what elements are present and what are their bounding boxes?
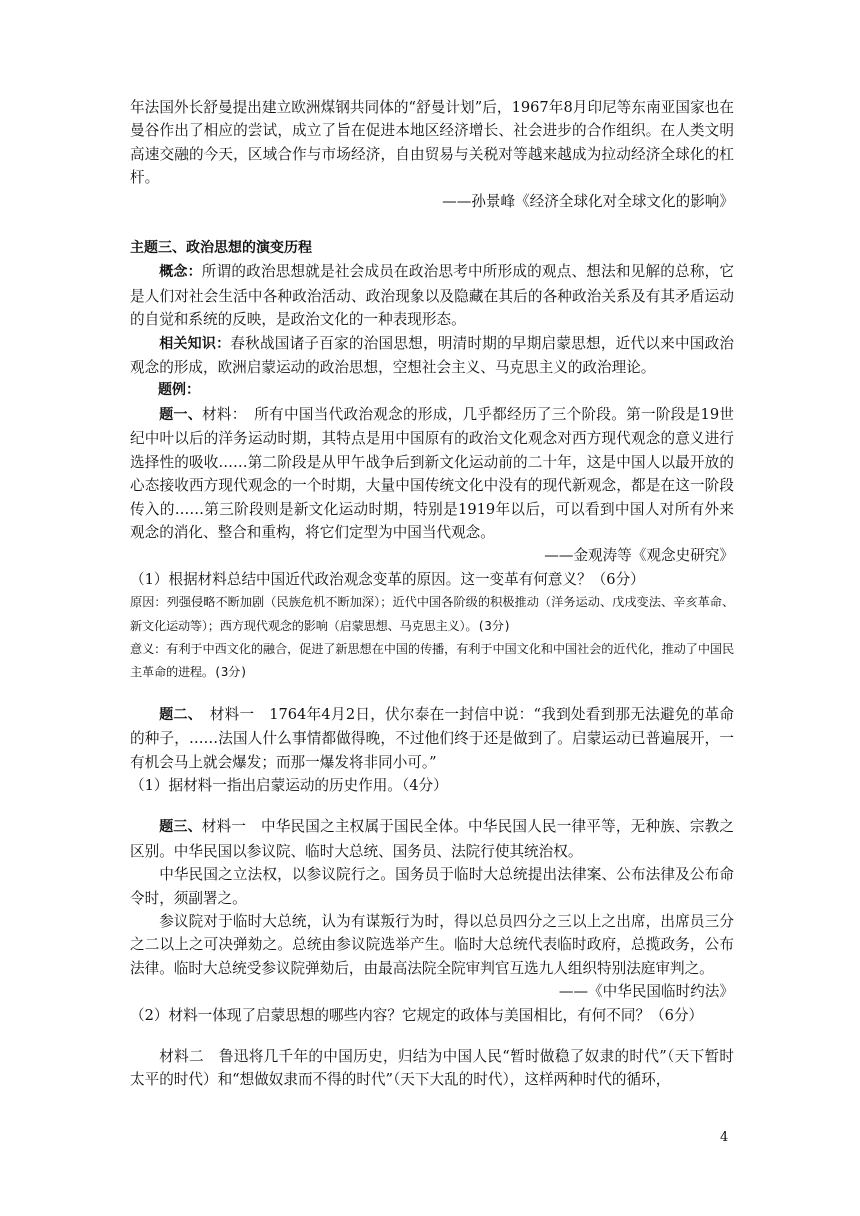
- q2-paragraph: [130, 703, 734, 774]
- examples-label: 题例：: [158, 382, 200, 399]
- concept-text: 所谓的政治思想就是社会成员在政治思考中所形成的观点、想法和见解的总称，它是人们对社会生活中各种政治活动、政治现象以及隐藏在其后的各种政治关系及有其矛盾运动的自觉和系统的反映，是政治文化的一种表现形态。: [130, 263, 734, 329]
- intro-source: ——孙景峰《经济全球化对全球文化的影响》: [442, 192, 734, 210]
- page-number: 4: [720, 1130, 729, 1145]
- document-page: [130, 96, 734, 1092]
- q3-source: ——《中华民国临时约法》: [558, 983, 734, 1001]
- knowledge-label: 相关知识：: [159, 335, 231, 352]
- q1-paragraph: [130, 403, 734, 544]
- q3-question: （2）材料一体现了启蒙思想的哪些内容？它规定的政体与美国相比，有何不同？（6分）: [130, 1006, 704, 1024]
- q1-answer-reason: 原因：列强侵略不断加剧（民族危机不断加深）；近代中国各阶级的积极推动（洋务运动、戊戌变法、辛亥革命、新文化运动等）；西方现代观念的影响（启蒙思想、马克思主义）。(3分): [130, 595, 734, 633]
- q2-text: 材料一 1764年4月2日，伏尔泰在一封信中说：“我到处看到那无法避免的革命的种子，……法国人什么事情都做得晚，不过他们终于还是做到了。启蒙运动已普遍展开，一有机会马上就会爆发；而那一爆发将非同小可。”: [130, 705, 734, 771]
- theme3-heading: 主题三、政治思想的演变历程: [130, 240, 312, 257]
- q1-source: ——金观涛等《观念史研究》: [544, 547, 734, 565]
- q3-paragraph: [130, 815, 734, 863]
- q3-material-2: 材料二 鲁迅将几千年的中国历史，归结为中国人民“暂时做稳了奴隶的时代”（天下暂时太平的时代）和“想做奴隶而不得的时代”（天下大乱的时代），这样两种时代的循环，: [130, 1048, 734, 1089]
- q3-label: 题三、: [159, 819, 202, 836]
- q3-paragraph-2: 中华民国之立法权，以参议院行之。国务员于临时大总统提出法律案、公布法律及公布命令时，须副署之。: [130, 866, 734, 907]
- concept-paragraph: [130, 260, 734, 331]
- knowledge-text: 春秋战国诸子百家的治国思想，明清时期的早期启蒙思想，近代以来中国政治观念的形成，欧洲启蒙运动的政治思想，空想社会主义、马克思主义的政治理论。: [130, 334, 734, 377]
- knowledge-paragraph: [130, 332, 734, 380]
- q3-text: 材料一 中华民国之主权属于国民全体。中华民国人民一律平等，无种族、宗教之区别。中华民国以参议院、临时大总统、国务员、法院行使其统治权。: [130, 818, 734, 860]
- intro-paragraph: 年法国外长舒曼提出建立欧洲煤钢共同体的“舒曼计划”后，1967年8月印尼等东南亚国家也在曼谷作出了相应的尝试，成立了旨在促进本地区经济增长、社会进步的合作组织。在人类文明高速交融的今天，区域合作与市场经济，自由贸易与关税对等越来越成为拉动经济全球化的杠杆。: [130, 99, 734, 187]
- concept-label: 概念：: [159, 264, 202, 281]
- q1-text: 材料： 所有中国当代政治观念的形成，几乎都经历了三个阶段。第一阶段是19世纪中叶以后的洋务运动时期，其特点是用中国原有的政治文化观念对西方现代观念的意义进行选择性的吸收……第二阶段是从甲午战争后到新文化运动前的二十年，这是中国人以最开放的心态接收西方现代观念的一个时期，大量中国传统文化中没有的现代新观念，都是在这一阶段传入的……第三阶段则是新文化运动时期，特别是1919年以后，可以看到中国人对所有外来观念的消化、整合和重构，将它们定型为中国当代观念。: [130, 405, 735, 541]
- q2-question: （1）据材料一指出启蒙运动的历史作用。（4分）: [130, 776, 448, 794]
- q3-paragraph-3: 参议院对于临时大总统，认为有谋叛行为时，得以总员四分之三以上之出席，出席员三分之二以上之可决弹劾之。总统由参议院选举产生。临时大总统代表临时政府，总揽政务，公布法律。临时大总统受参议院弹劾后，由最高法院全院审判官互选九人组织特别法庭审判之。: [130, 913, 734, 977]
- q1-answer-significance: 意义：有利于中西文化的融合，促进了新思想在中国的传播，有利于中国文化和中国社会的近代化，推动了中国民主革命的进程。(3分): [130, 641, 734, 680]
- q1-label: 题一、: [159, 406, 203, 423]
- q1-question: （1）根据材料总结中国近代政治观念变革的原因。这一变革有何意义？（6分）: [130, 570, 645, 588]
- q2-label: 题二、: [159, 706, 195, 723]
